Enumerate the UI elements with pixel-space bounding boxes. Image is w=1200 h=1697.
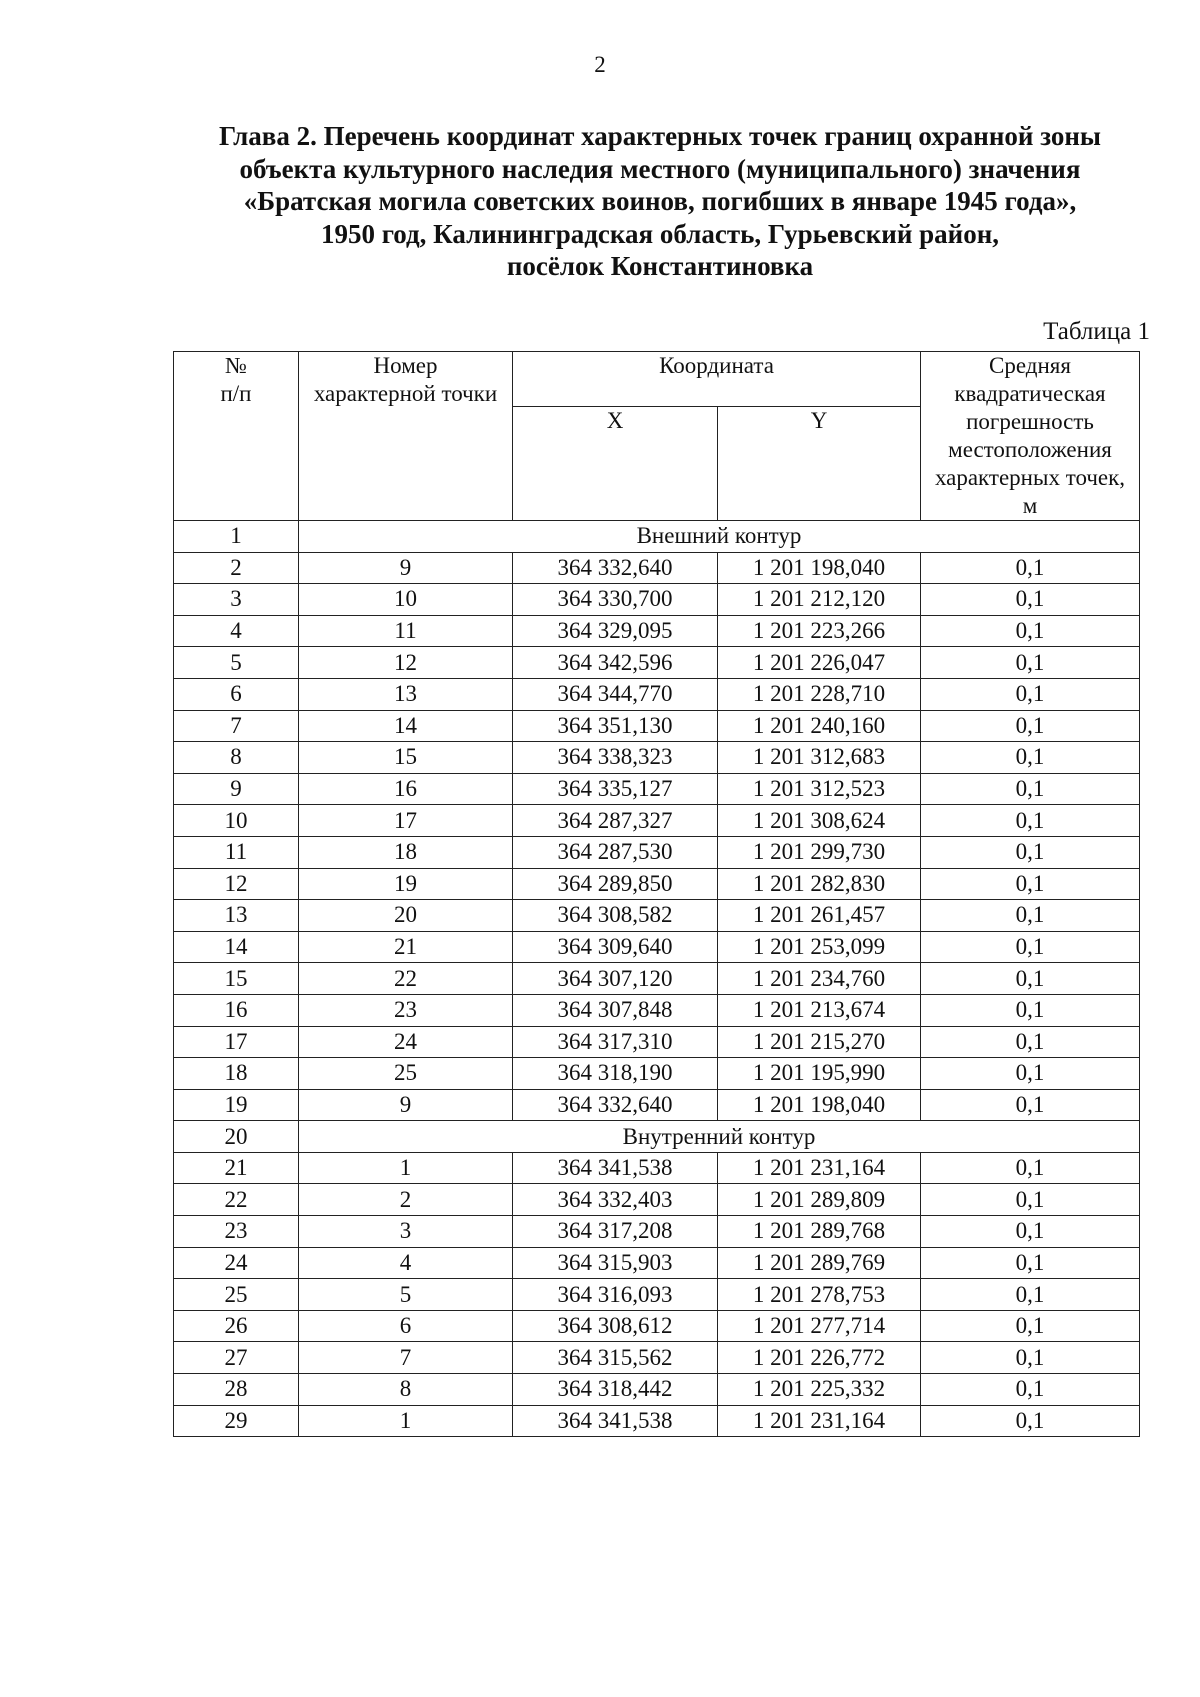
error-cell: 0,1: [921, 647, 1140, 679]
point-number-cell: 6: [299, 1310, 513, 1342]
row-number-cell: 16: [174, 994, 299, 1026]
point-number-cell: 9: [299, 552, 513, 584]
contour-label-row: [174, 521, 1140, 553]
heading-line: объекта культурного наследия местного (муниципального) значения: [239, 153, 1081, 184]
row-number-cell: 12: [174, 868, 299, 900]
y-coordinate-cell: 1 201 212,120: [718, 584, 921, 616]
y-coordinate-cell: 1 201 223,266: [718, 615, 921, 647]
row-number-cell: 21: [174, 1152, 299, 1184]
table-header: [174, 352, 1140, 521]
x-coordinate-cell: 364 315,903: [513, 1247, 718, 1279]
error-cell: 0,1: [921, 1058, 1140, 1090]
x-coordinate-cell: 364 341,538: [513, 1405, 718, 1437]
error-cell: 0,1: [921, 1374, 1140, 1406]
point-number-cell: 25: [299, 1058, 513, 1090]
y-coordinate-cell: 1 201 228,710: [718, 678, 921, 710]
y-coordinate-cell: 1 201 225,332: [718, 1374, 921, 1406]
x-coordinate-cell: 364 351,130: [513, 710, 718, 742]
y-coordinate-cell: 1 201 215,270: [718, 1026, 921, 1058]
table-row: [174, 1152, 1140, 1184]
header-text: №: [225, 353, 247, 378]
y-coordinate-cell: 1 201 198,040: [718, 552, 921, 584]
error-cell: 0,1: [921, 1184, 1140, 1216]
x-coordinate-cell: 364 316,093: [513, 1279, 718, 1311]
header-text: характерной точки: [313, 381, 498, 406]
point-number-cell: 4: [299, 1247, 513, 1279]
x-coordinate-cell: 364 317,208: [513, 1216, 718, 1248]
y-coordinate-cell: 1 201 278,753: [718, 1279, 921, 1311]
header-text: характерных точек,: [934, 465, 1126, 490]
error-cell: 0,1: [921, 963, 1140, 995]
point-number-cell: 22: [299, 963, 513, 995]
row-number-cell: 11: [174, 836, 299, 868]
table-row: [174, 1279, 1140, 1311]
table-row: [174, 868, 1140, 900]
x-coordinate-cell: 364 318,442: [513, 1374, 718, 1406]
x-coordinate-cell: 364 342,596: [513, 647, 718, 679]
error-cell: 0,1: [921, 584, 1140, 616]
point-number-cell: 10: [299, 584, 513, 616]
table-row: [174, 963, 1140, 995]
point-number-cell: 12: [299, 647, 513, 679]
point-number-cell: 24: [299, 1026, 513, 1058]
error-cell: 0,1: [921, 900, 1140, 932]
table-row: [174, 742, 1140, 774]
table-caption: Таблица 1: [1043, 318, 1150, 345]
table-row: [174, 1216, 1140, 1248]
x-coordinate-cell: 364 329,095: [513, 615, 718, 647]
x-coordinate-cell: 364 308,582: [513, 900, 718, 932]
table-row: [174, 710, 1140, 742]
error-cell: 0,1: [921, 678, 1140, 710]
x-coordinate-cell: 364 330,700: [513, 584, 718, 616]
row-number-cell: 18: [174, 1058, 299, 1090]
point-number-cell: 18: [299, 836, 513, 868]
table-row: [174, 805, 1140, 837]
table-row: [174, 1026, 1140, 1058]
table-row: [174, 931, 1140, 963]
table-row: [174, 1184, 1140, 1216]
table-row: [174, 1089, 1140, 1121]
point-number-cell: 19: [299, 868, 513, 900]
x-coordinate-cell: 364 341,538: [513, 1152, 718, 1184]
y-coordinate-cell: 1 201 261,457: [718, 900, 921, 932]
error-cell: 0,1: [921, 931, 1140, 963]
heading-line: Глава 2. Перечень координат характерных точек границ охранной зоны: [218, 121, 1102, 151]
y-coordinate-cell: 1 201 226,772: [718, 1342, 921, 1374]
header-mean-square-error: [921, 352, 1140, 521]
row-number-cell: 25: [174, 1279, 299, 1311]
point-number-cell: 15: [299, 742, 513, 774]
point-number-cell: 23: [299, 994, 513, 1026]
y-coordinate-cell: 1 201 299,730: [718, 836, 921, 868]
header-text: Средняя: [989, 353, 1071, 378]
y-coordinate-cell: 1 201 226,047: [718, 647, 921, 679]
point-number-cell: 7: [299, 1342, 513, 1374]
error-cell: 0,1: [921, 552, 1140, 584]
x-coordinate-cell: 364 308,612: [513, 1310, 718, 1342]
x-coordinate-cell: 364 307,120: [513, 963, 718, 995]
error-cell: 0,1: [921, 615, 1140, 647]
error-cell: 0,1: [921, 1405, 1140, 1437]
row-number-cell: 2: [174, 552, 299, 584]
point-number-cell: 13: [299, 678, 513, 710]
point-number-cell: 16: [299, 773, 513, 805]
row-number-cell: 6: [174, 678, 299, 710]
point-number-cell: 8: [299, 1374, 513, 1406]
x-coordinate-cell: 364 332,640: [513, 1089, 718, 1121]
row-number-cell: 13: [174, 900, 299, 932]
header-text: местоположения: [948, 437, 1112, 462]
header-text: Номер: [373, 353, 438, 378]
y-coordinate-cell: 1 201 213,674: [718, 994, 921, 1026]
error-cell: 0,1: [921, 836, 1140, 868]
table-row: [174, 1342, 1140, 1374]
y-coordinate-cell: 1 201 234,760: [718, 963, 921, 995]
error-cell: 0,1: [921, 710, 1140, 742]
row-number-cell: 10: [174, 805, 299, 837]
table-row: [174, 1405, 1140, 1437]
error-cell: 0,1: [921, 742, 1140, 774]
point-number-cell: 1: [299, 1405, 513, 1437]
row-number-cell: 29: [174, 1405, 299, 1437]
error-cell: 0,1: [921, 773, 1140, 805]
row-number-cell: 4: [174, 615, 299, 647]
y-coordinate-cell: 1 201 289,768: [718, 1216, 921, 1248]
row-number-cell: 22: [174, 1184, 299, 1216]
error-cell: 0,1: [921, 868, 1140, 900]
y-coordinate-cell: 1 201 282,830: [718, 868, 921, 900]
error-cell: 0,1: [921, 1279, 1140, 1311]
table-row: [174, 552, 1140, 584]
x-coordinate-cell: 364 287,327: [513, 805, 718, 837]
header-text: м: [1022, 493, 1038, 518]
x-coordinate-cell: 364 332,403: [513, 1184, 718, 1216]
header-row-number: [174, 352, 299, 521]
error-cell: 0,1: [921, 1216, 1140, 1248]
point-number-cell: 11: [299, 615, 513, 647]
x-coordinate-cell: 364 307,848: [513, 994, 718, 1026]
row-number-cell: 7: [174, 710, 299, 742]
y-coordinate-cell: 1 201 277,714: [718, 1310, 921, 1342]
table-row: [174, 994, 1140, 1026]
contour-label-cell: Внутренний контур: [299, 1121, 1140, 1153]
point-number-cell: 1: [299, 1152, 513, 1184]
header-y: Y: [718, 407, 921, 521]
contour-label-cell: Внешний контур: [299, 521, 1140, 553]
y-coordinate-cell: 1 201 289,809: [718, 1184, 921, 1216]
row-number-cell: 14: [174, 931, 299, 963]
error-cell: 0,1: [921, 1089, 1140, 1121]
table-row: [174, 584, 1140, 616]
error-cell: 0,1: [921, 1026, 1140, 1058]
y-coordinate-cell: 1 201 289,769: [718, 1247, 921, 1279]
table-row: [174, 836, 1140, 868]
table-row: [174, 1247, 1140, 1279]
x-coordinate-cell: 364 287,530: [513, 836, 718, 868]
row-number-cell: 17: [174, 1026, 299, 1058]
row-number-cell: 5: [174, 647, 299, 679]
header-point-number: [299, 352, 513, 521]
row-number-cell: 3: [174, 584, 299, 616]
point-number-cell: 17: [299, 805, 513, 837]
point-number-cell: 14: [299, 710, 513, 742]
row-number-cell: 15: [174, 963, 299, 995]
y-coordinate-cell: 1 201 240,160: [718, 710, 921, 742]
coordinates-table: [173, 351, 1140, 1437]
row-number-cell: 27: [174, 1342, 299, 1374]
error-cell: 0,1: [921, 1310, 1140, 1342]
x-coordinate-cell: 364 309,640: [513, 931, 718, 963]
point-number-cell: 2: [299, 1184, 513, 1216]
table-row: [174, 678, 1140, 710]
error-cell: 0,1: [921, 994, 1140, 1026]
table-row: [174, 1310, 1140, 1342]
header-text: п/п: [220, 381, 252, 406]
point-number-cell: 21: [299, 931, 513, 963]
point-number-cell: 9: [299, 1089, 513, 1121]
table-row: [174, 1374, 1140, 1406]
x-coordinate-cell: 364 289,850: [513, 868, 718, 900]
y-coordinate-cell: 1 201 312,683: [718, 742, 921, 774]
row-number-cell: 23: [174, 1216, 299, 1248]
error-cell: 0,1: [921, 1247, 1140, 1279]
x-coordinate-cell: 364 344,770: [513, 678, 718, 710]
row-number-cell: 8: [174, 742, 299, 774]
page-number: 2: [594, 52, 606, 77]
x-coordinate-cell: 364 318,190: [513, 1058, 718, 1090]
y-coordinate-cell: 1 201 308,624: [718, 805, 921, 837]
point-number-cell: 3: [299, 1216, 513, 1248]
row-number-cell: 9: [174, 773, 299, 805]
row-number-cell: 1: [174, 521, 299, 553]
y-coordinate-cell: 1 201 253,099: [718, 931, 921, 963]
error-cell: 0,1: [921, 1342, 1140, 1374]
y-coordinate-cell: 1 201 231,164: [718, 1405, 921, 1437]
table-body: [174, 521, 1140, 1437]
table-row: [174, 1058, 1140, 1090]
row-number-cell: 24: [174, 1247, 299, 1279]
contour-label-row: [174, 1121, 1140, 1153]
x-coordinate-cell: 364 315,562: [513, 1342, 718, 1374]
x-coordinate-cell: 364 317,310: [513, 1026, 718, 1058]
x-coordinate-cell: 364 338,323: [513, 742, 718, 774]
heading-line: 1950 год, Калининградская область, Гурьевский район,: [320, 218, 1000, 249]
table-row: [174, 615, 1140, 647]
row-number-cell: 20: [174, 1121, 299, 1153]
header-coordinate: Координата: [513, 352, 921, 407]
heading-line: посёлок Константиновка: [506, 251, 814, 281]
row-number-cell: 28: [174, 1374, 299, 1406]
header-x: X: [513, 407, 718, 521]
error-cell: 0,1: [921, 1152, 1140, 1184]
header-text: квадратическая: [954, 381, 1106, 406]
table-row: [174, 900, 1140, 932]
y-coordinate-cell: 1 201 312,523: [718, 773, 921, 805]
x-coordinate-cell: 364 332,640: [513, 552, 718, 584]
row-number-cell: 19: [174, 1089, 299, 1121]
table-row: [174, 647, 1140, 679]
chapter-heading: [140, 120, 1180, 283]
y-coordinate-cell: 1 201 195,990: [718, 1058, 921, 1090]
y-coordinate-cell: 1 201 198,040: [718, 1089, 921, 1121]
x-coordinate-cell: 364 335,127: [513, 773, 718, 805]
error-cell: 0,1: [921, 805, 1140, 837]
point-number-cell: 20: [299, 900, 513, 932]
table-row: [174, 773, 1140, 805]
heading-line: «Братская могила советских воинов, погибших в январе 1945 года»,: [243, 186, 1077, 216]
point-number-cell: 5: [299, 1279, 513, 1311]
y-coordinate-cell: 1 201 231,164: [718, 1152, 921, 1184]
header-text: погрешность: [966, 409, 1094, 434]
row-number-cell: 26: [174, 1310, 299, 1342]
